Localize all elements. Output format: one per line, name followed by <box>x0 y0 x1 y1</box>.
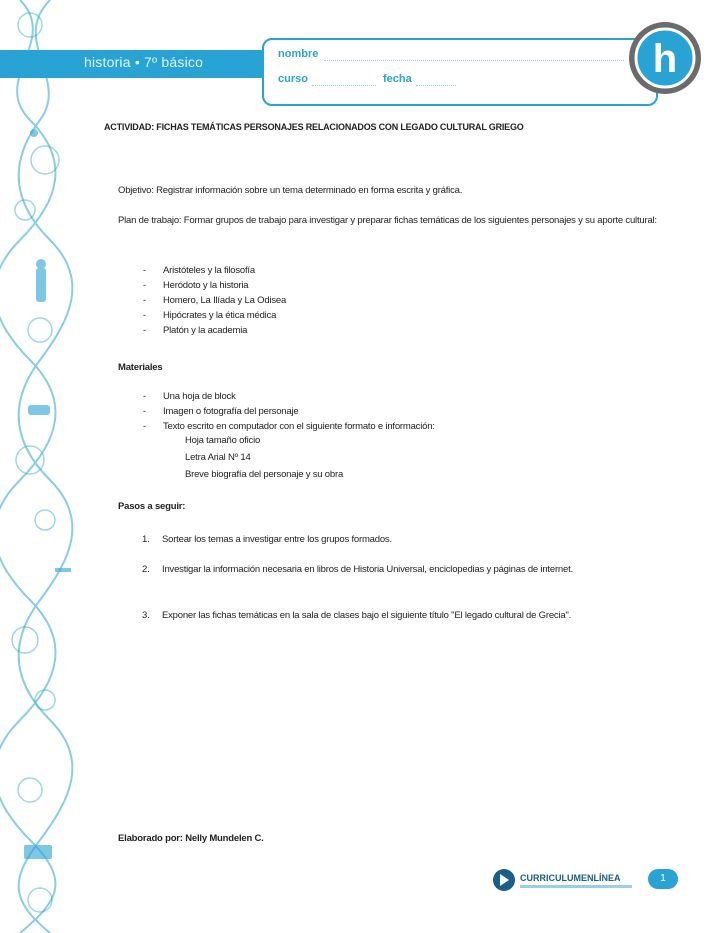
nombre-field[interactable] <box>324 60 624 61</box>
historia-h-logo <box>627 20 703 96</box>
personajes-list <box>143 263 543 338</box>
curriculum-en-linea-logo <box>492 866 642 894</box>
work-plan-text: Plan de trabajo: Formar grupos de trabajo para investigar y preparar fichas temáticas de los siguientes personajes y su aporte cultural: <box>118 215 657 226</box>
list-item: - Platón y la academia <box>143 325 248 336</box>
logo-letter: h <box>652 37 678 81</box>
decorative-swirl-border <box>0 0 80 933</box>
materiales-heading: Materiales <box>118 362 163 373</box>
format-item: Hoja tamaño oficio <box>185 435 261 446</box>
list-item: - Una hoja de block <box>143 391 236 402</box>
brand-text: CURRICULUMENLÍNEA <box>520 873 621 883</box>
format-item: Breve biografía del personaje y su obra <box>185 469 344 480</box>
pasos-heading: Pasos a seguir: <box>118 501 186 512</box>
activity-title: ACTIVIDAD: FICHAS TEMÁTICAS PERSONAJES RELACIONADOS CON LEGADO CULTURAL GRIEGO <box>104 122 524 132</box>
list-item: - Aristóteles y la filosofía <box>143 265 255 276</box>
step-item: 1. Sortear los temas a investigar entre los grupos formados. <box>142 534 392 545</box>
list-item: - Imagen o fotografía del personaje <box>143 406 299 417</box>
fecha-field[interactable] <box>416 85 456 86</box>
materiales-list <box>143 389 583 434</box>
subject-label: historia • 7º básico <box>84 54 204 70</box>
format-item: Letra Arial Nº 14 <box>185 452 251 463</box>
fecha-label: fecha <box>383 73 412 85</box>
list-item: - Heródoto y la historia <box>143 280 249 291</box>
step-item: 3. Exponer las fichas temáticas en la sala de clases bajo el siguiente título "El legado cultural de Grecia". <box>142 610 572 621</box>
list-item: - Homero, La Ilíada y La Odisea <box>143 295 287 306</box>
student-info-box <box>262 38 658 106</box>
list-item: - Hipócrates y la ética médica <box>143 310 277 321</box>
list-item: - Texto escrito en computador con el siguiente formato e información: <box>143 421 435 432</box>
page-number: 1 <box>648 869 678 889</box>
step-item: 2. Investigar la información necesaria en libros de Historia Universal, enciclopedias y páginas de internet. <box>142 564 573 575</box>
nombre-label: nombre <box>278 48 319 60</box>
curso-field[interactable] <box>312 85 376 86</box>
author-credit: Elaborado por: Nelly Mundelen C. <box>118 833 264 844</box>
curso-label: curso <box>278 73 308 85</box>
objective-text: Objetivo: Registrar información sobre un tema determinado en forma escrita y gráfica. <box>118 185 463 196</box>
